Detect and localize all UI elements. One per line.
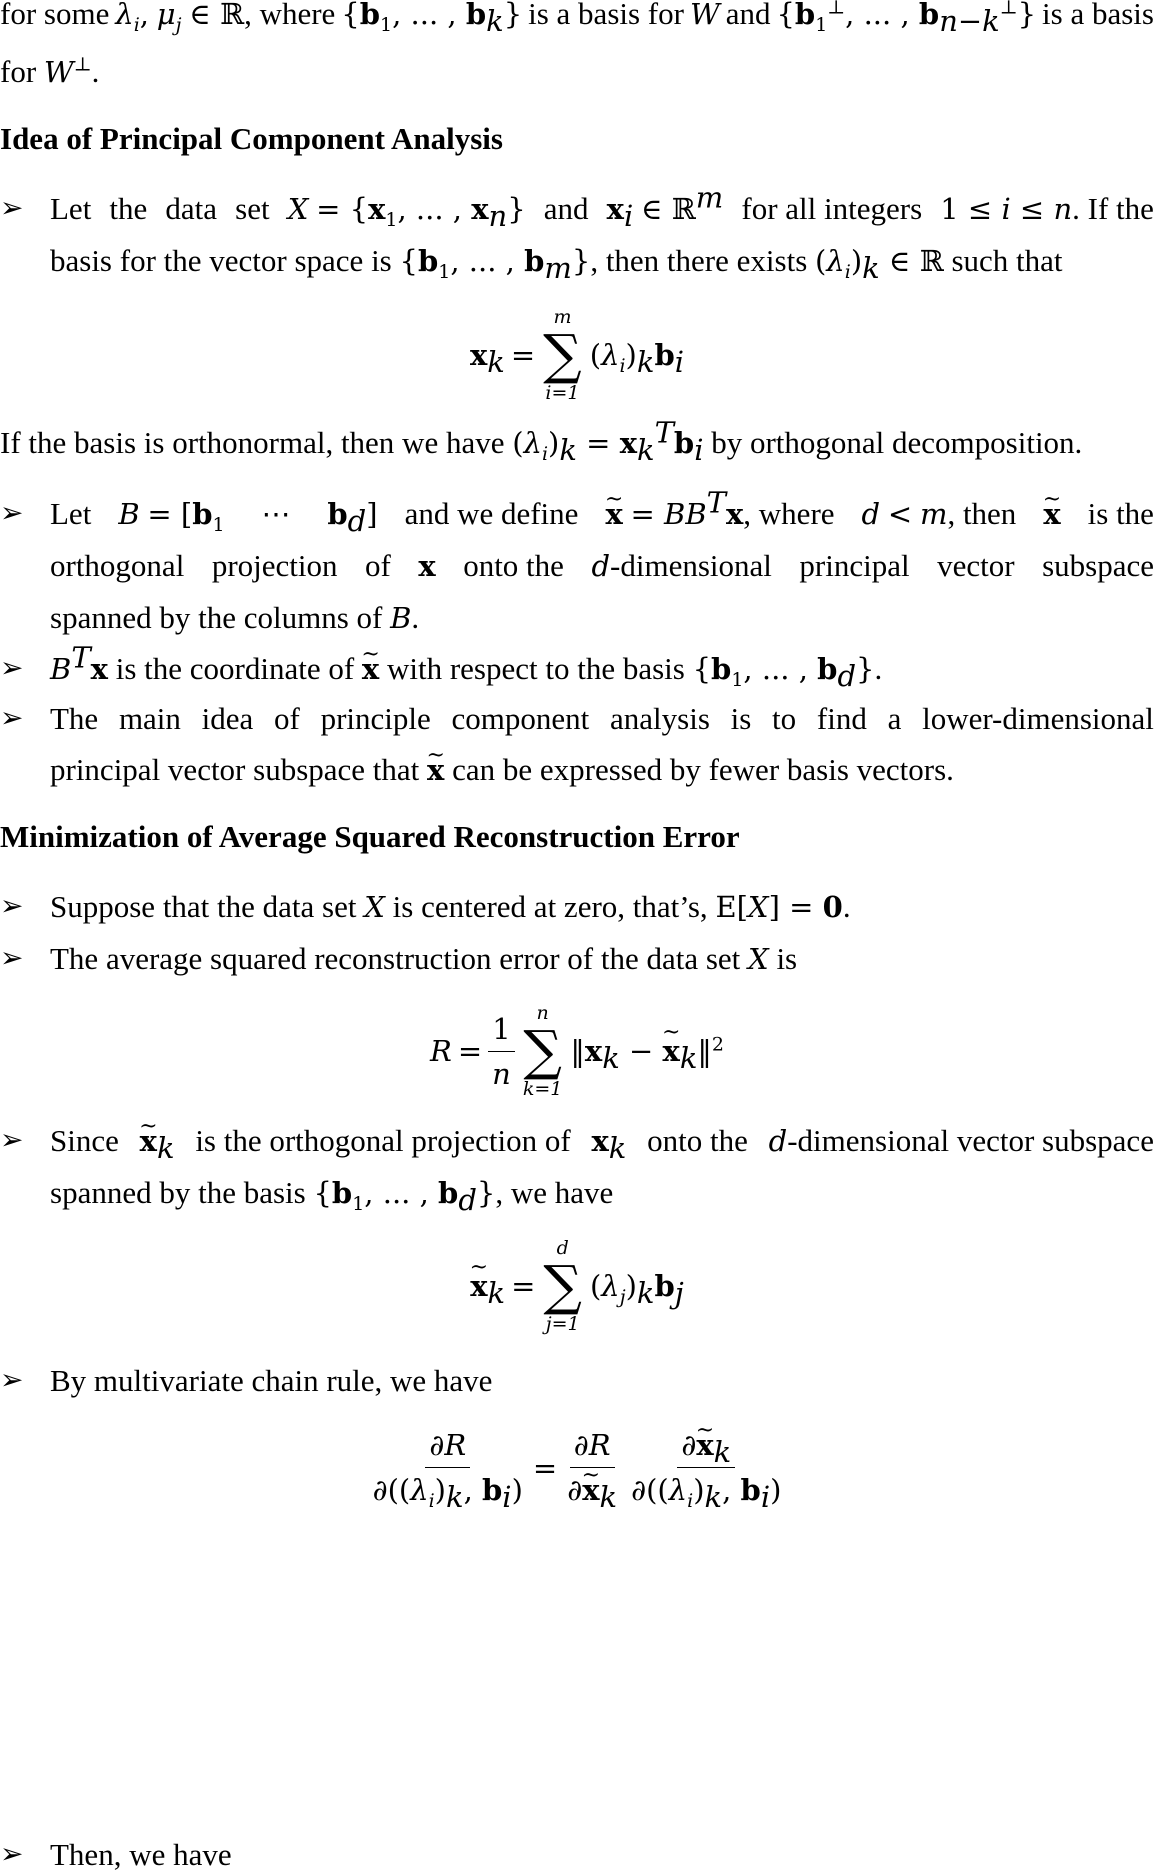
text-line: Since ~ $x_k$ is the orthogonal projection of $x_k$ onto the d-dimensional vector subspace xyxy=(50,1123,1154,1159)
bullet-icon: ➢ xyxy=(0,1365,24,1396)
text-line: spanned by the basis {$b_1$, ... , $b_d$}, we have xyxy=(50,1175,614,1217)
equation: ~ $x_k$ = d ∑ j=1 $(\lambda_j)_kb_j$ xyxy=(0,1237,1154,1335)
bullet-icon: ➢ xyxy=(0,703,24,734)
text-line: The main idea of principle component analysis is to find a lower-dimensional xyxy=(50,701,1154,736)
bullet-icon: ➢ xyxy=(0,193,24,224)
bullet-icon: ➢ xyxy=(0,1125,24,1156)
text-line: for some $\lambda_i$, $\mu_j$ ∈ ℝ, where {$b_1$, ... , $b_k$} is a basis for W and {$b_1^\perp$, ... , $b_{n-k}^\perp$} is a basis xyxy=(0,0,1154,38)
bullet-icon: ➢ xyxy=(0,891,24,922)
bullet-icon: ➢ xyxy=(0,1839,24,1870)
text-line: Let the data set $X = \{x_1$, ... , $x_n$} and $x_i$ ∈ ℝ$^m$ for all integers 1 ≤ i ≤ n. If the xyxy=(50,180,1154,234)
text-line: spanned by the columns of B. xyxy=(50,600,420,635)
bullet-icon: ➢ xyxy=(0,653,24,684)
text-line: By multivariate chain rule, we have xyxy=(50,1363,493,1398)
text-line: orthogonal projection of x onto the d-dimensional principal vector subspace xyxy=(50,548,1154,583)
text-line: Suppose that the data set X is centered at zero, that’s, E[X] = 0. xyxy=(50,889,851,924)
equation: R = $\frac{1}{n}$ n ∑ k=1 $‖x_k$ − ~ $x_k‖^2$ xyxy=(0,1002,1154,1100)
text-line: $B^Tx$ is the coordinate of ~ x with respect to the basis {$b_1$, ... , $b_d$}. xyxy=(50,651,882,687)
text-line: principal vector subspace that ~ x can be expressed by fewer basis vectors. xyxy=(50,752,954,788)
bullet-icon: ➢ xyxy=(0,943,24,974)
bullet-icon: ➢ xyxy=(0,498,24,529)
text-line: The average squared reconstruction error of the data set X is xyxy=(50,941,798,976)
section-heading: Idea of Principal Component Analysis xyxy=(0,121,503,156)
section-heading: Minimization of Average Squared Reconstruction Error xyxy=(0,819,740,854)
text-line: If the basis is orthonormal, then we have $(\lambda_i)_k = x_k^Tb_i$ by orthogonal decomposition. xyxy=(0,415,1083,467)
text-line: basis for the vector space is {$b_1$, ... , $b_m$}, then there exists $(\lambda_i)_k$ ∈ ℝ such that xyxy=(50,243,1063,285)
text-line: Let $B = [b_1$ ⋯ $b_d$] and we define ~ $x = BB^Tx$, where d < m, then ~ x is the xyxy=(50,496,1154,532)
text-line: Then, we have xyxy=(50,1837,232,1872)
equation: $\frac{\partial R}{\partial((\lambda_i)_k, b_i)}$ = $\frac{\partial R}{\partial\sim x_k}$ $\frac{\partial\sim x_k}{\partial((\lambda_i)_k, b_i)}$ xyxy=(0,1425,1154,1510)
text-line: for W⊥. xyxy=(0,54,100,89)
equation: $x_k$ = m ∑ i=1 $(\lambda_i)_kb_i$ xyxy=(469,306,684,404)
